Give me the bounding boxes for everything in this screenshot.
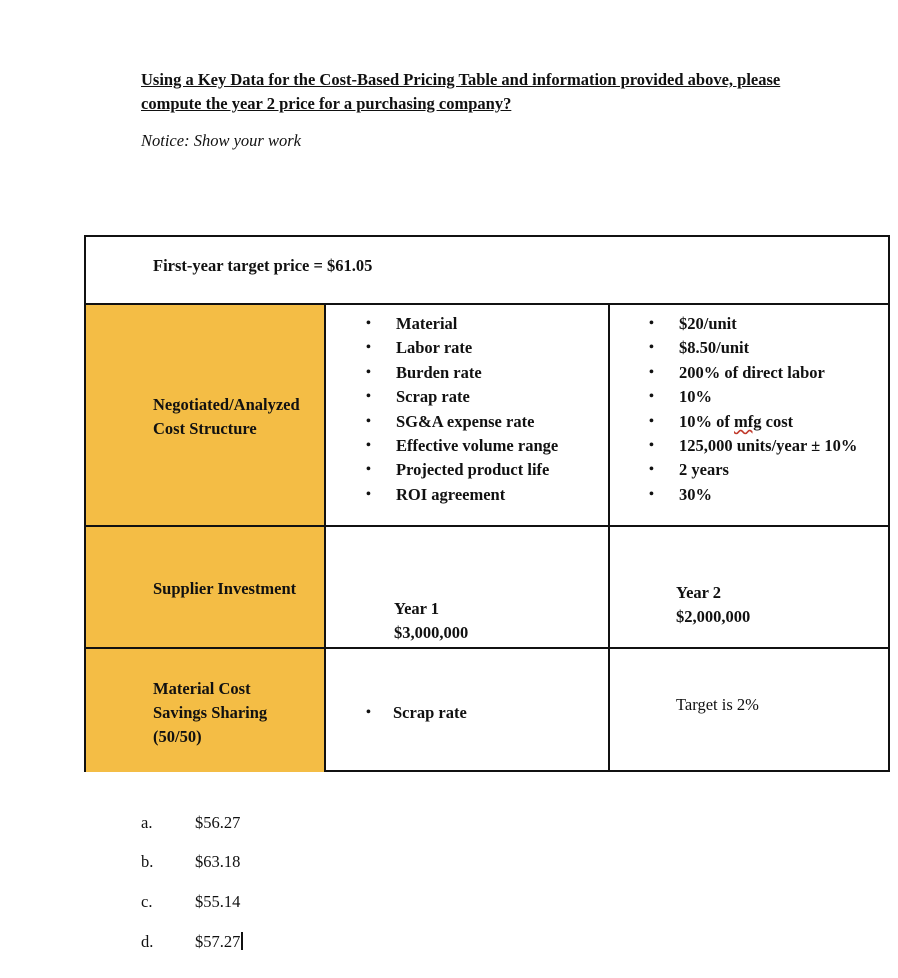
cost-item: • ROI agreement — [366, 483, 558, 507]
cost-value: • 10% — [649, 385, 857, 409]
column-divider — [608, 303, 610, 772]
pricing-table — [84, 235, 890, 772]
answer-option[interactable] — [141, 852, 240, 872]
first-year-target-price: First-year target price = $61.05 — [153, 256, 373, 275]
cost-item: • Scrap rate — [366, 385, 558, 409]
answer-option[interactable] — [141, 813, 240, 833]
notice-text: Notice: Show your work — [141, 131, 301, 150]
answer-value: $55.14 — [195, 892, 241, 911]
cost-value: • 125,000 units/year ± 10% — [649, 434, 857, 458]
cost-item: • SG&A expense rate — [366, 410, 558, 434]
answer-option[interactable] — [141, 932, 243, 952]
column-divider — [324, 303, 326, 772]
year1-label: Year 1 — [394, 599, 440, 618]
cost-values-list — [649, 312, 857, 507]
row-divider — [86, 303, 888, 305]
cost-items-list — [366, 312, 558, 507]
cost-item: • Burden rate — [366, 361, 558, 385]
cost-item: • Effective volume range — [366, 434, 558, 458]
answer-letter: a. — [141, 813, 153, 832]
cost-value: • $8.50/unit — [649, 336, 857, 360]
cost-structure-label-line2: Cost Structure — [153, 419, 257, 438]
year2-label: Year 2 — [676, 583, 722, 602]
year2-amount: $2,000,000 — [676, 607, 751, 626]
answer-option[interactable] — [141, 892, 240, 912]
scrap-target: Target is 2% — [676, 695, 759, 714]
answer-value: $57.27 — [195, 932, 241, 951]
cost-value-sga — [649, 410, 857, 434]
sga-suffix: cost — [761, 411, 794, 431]
savings-item-list — [366, 701, 467, 725]
year1-amount: $3,000,000 — [394, 623, 469, 642]
material-savings-label-line3: (50/50) — [153, 727, 202, 746]
row-divider — [86, 647, 888, 649]
cost-value: • 2 years — [649, 458, 857, 482]
material-savings-label-line1: Material Cost — [153, 679, 251, 698]
material-savings-label-line2: Savings Sharing — [153, 703, 268, 722]
cost-value: • $20/unit — [649, 312, 857, 336]
spellcheck-word: mfg — [734, 411, 762, 431]
cost-value: • 200% of direct labor — [649, 361, 857, 385]
answer-letter: b. — [141, 852, 154, 871]
cost-structure-label-line1: Negotiated/Analyzed — [153, 395, 300, 414]
answer-letter: c. — [141, 892, 153, 911]
question-text: Using a Key Data for the Cost-Based Pricing Table and information provided above, please compute the year 2 price for a purchasing company? — [141, 70, 781, 113]
text-cursor — [241, 932, 243, 950]
answer-letter: d. — [141, 932, 154, 951]
cost-item: • Projected product life — [366, 458, 558, 482]
cost-item: • Material — [366, 312, 558, 336]
sga-prefix: 10% of — [679, 411, 734, 431]
supplier-investment-label: Supplier Investment — [153, 579, 297, 598]
row-divider — [86, 525, 888, 527]
cost-value: • 30% — [649, 483, 857, 507]
cost-item: • Labor rate — [366, 336, 558, 360]
answer-value: $63.18 — [195, 852, 241, 871]
savings-item: • Scrap rate — [366, 701, 467, 725]
answer-value: $56.27 — [195, 813, 241, 832]
